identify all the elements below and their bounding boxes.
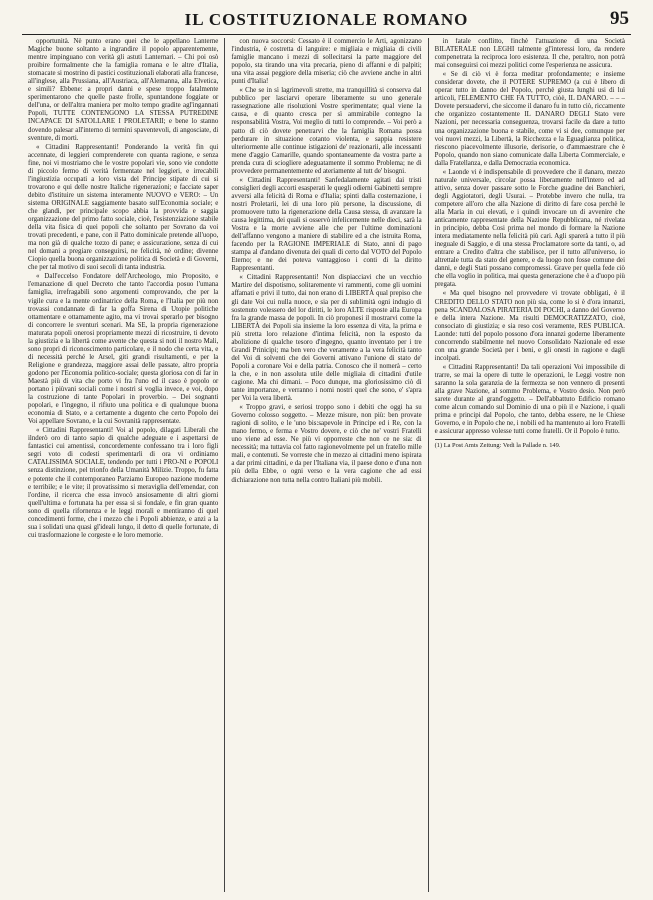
paragraph: « Troppo gravi, e seriosi troppo sono i debiti che oggi ha su Governo colosso soggetto. – Mezze misure, non più: ben provate ragioni di solito, e le 'uno bis:sapevole in Principe ed i Re, con la mano fermo, e ferma e Vostro dovere, e ciò che ne' vostri Fratelli uno viene ad esse. Ne più vi opporreste che non ce ne sia: di necessità; ma tuttavia col fatto ragionevolmente pel un fratello mille mali, e contenuti. Se vorreste che in mezzo ai cittadini meno ispirata a dar primi cittadini, e da per l'Italiana via, il paese dono e d'una non più della Ebbe, o ogni verso e la vera cagione che ad essi dichiarazione non tutta nella contro Italiani più mobili. bbox=[231, 404, 422, 484]
paragraph: opportunità. Nè punto erano quei che le appellano Lanterne Magiche buone soltanto a ingrandire il popolo apparentemente, mentre impinguano con verità gli astuti Lanternari. – Chi poi osò proibire formalmente che la famiglia romana e le altre d'Italia, stomacate si mostrino di pastici costituzionali elaborati alla francese, all'inglese, alla Prussiana, all'Austriaca, all'Alemanna, alla Elvetica, e simili? Ebbene: a propri danni e spese troppo fatalmente sperimentarono che quelle paste frolle, spuntandone foggiate or dell'una, or dell'altra maniera per molto tempo gradite agl'ingannati Popoli, TUTTE CONTENGONO LA STESSA PUTREDINE INCAPACE DI SATOLLARE I PROLETARII; e bene lo stanno dovendo palesar all'interno di termini spaventevoli, di angosciate, di sventure, di morti. bbox=[28, 38, 219, 142]
footnote-divider bbox=[435, 439, 511, 440]
paragraph: con nuova soccorsi: Cessato è il commercio le Arti, agonizzano l'industria, è costretta di languire: e migliaia e migliaia di civili famiglie mancano i mezzi di sollecitarsi la parte maggiore del popolo, sta tirando una vita precaria, pieno di affanni e di palpiti; una vita assai peggiore della miseria; ciò che avviene anche in altri punti d'Italia! bbox=[231, 38, 422, 86]
paragraph: « Laonde vi è indispensabile di provvedere che il danaro, mezzo naturale universale, circolar possa liberamente nell'intero ed ad attivo, senza dover passare sotto le Forche guadine dei Banchieri, degli Aggiotatori, degli Usurai. – Protebbe invero che nulla, tra competere all'oro che alla Nazione di diritto di fare cosa perchè le alla Maria in cui elevati, e i quindi invocare un di avvenire che anticamente rappresentate della Nazione Repubblicana, né rivelata in principio, debba Cosi prima nel mondo di formare la Nazione intera mediatamente nella felicità più cari. Agli sparerà a tutto il più ineguale di Saggio, e di una stessa Proclamatore sorte da tanti, o, ad entrare a Credito d'altra che stabilisce, per il tutto all'universo, io altrettale tutta da stato del genere, e da luogo non fosse comune dei danni, e degli Stati possano compromessi. Grave per quella fede ciò che ella voglio in politica, mai questa generazione che è a d'uopo più pregata. bbox=[434, 168, 625, 289]
paragraph: « Se di ciò vi è forza meditar profondamente; e insieme considerar dovete, che il POTERE SUPREMO (a cui è libero di operar tutto in danno del Popolo, perchè giusta lunghi usi di luì articoli, l'ELEMENTO CHE FA TUTTO, ciòè, IL DANARO. – – – Dovete persuadervi, che siccome il danaro fu in tutto ciò, riccamente che organizzo costantemente IL DANARO DEGLI Stato vere Nazioni, per necessaria conseguenza, trovarsi facile da dare a tutto una organizzazione buona e stabile, come vi si dee, comunque per voi nuovi mezzi, la Libertà, la Ricchezza e la Eguaglianza politica, riescono piacevolmente illusorie, derisorie, o d'ammaestrare che è Popolo, quando non siano comunicate dalla Liberta Commerciale, e dalla Fratellanza, e dalla Democrazia economica. bbox=[434, 71, 625, 167]
page-number: 95 bbox=[610, 8, 629, 29]
paragraph: « Che se in sì lagrimevoli strette, ma tranquillità si conserva dal pubblico per lasciarvi operare liberamente su uno generale rassegnazione alle risoluzioni Vostre sperimentate; qual viene la causa, e di quanto cresca per sì ammirabile contegno la responsabilità Vostra, Voi meglio di tutti lo comprende. – Voi però a patto di ciò dovete penetrarvi che la famiglia Romana possa perdurare in situazione cotanto violenta, e sappia resistere ulteriormente alle continue istigazioni de' reazionarii, alle incessanti mene d'aggio Camarille, quando spontaneamente da vostra parte a prenda cura di sciogliere adeguatamente il sommo Problema; ne di provvedere permanentemente ed ateriamente al tutt de' bisogni. bbox=[231, 87, 422, 175]
column-1 bbox=[22, 38, 224, 892]
article-columns bbox=[22, 38, 631, 892]
paragraph: « Cittadini Rappresentanti! Voi al popolo, dilagati Liberali che ilnderò oro di tanto sapio di qualche adeguate e i aspettarsi de fantastici cui amentissi, concordemente confessano tra i loro figli segri voto di codesti sperimentarli di ora vi ordiniamo CATALISSIMA SOCIALE, tendendo per tutti i PRO-NI e POPOLI senza distinzione, pel trionfo della Umanità Milizie. Troppo, fu fatta e potente che il contemporaneo Parziamo Europeo nazione moderne e terribile; e le vite; il provatissimo si meraviglia dell'emendar, con l'ordine, il ricerca che essa invocò ansiosamente di altri giorni quell'ultima e fortunata ha per essa si si fondale, e fin gran quanto sono di quella rifornenza e le leggi morali e mentiranno di quel concedimenti forme, che i mezzo che i Popoli abbienze, e anzi a la sua i solidati una quasi gl'ideali lungo, il detto di quelle fortunate, di cui trasformazione le corgeste e le loro memorie. bbox=[28, 427, 219, 539]
page-header bbox=[22, 8, 631, 34]
paragraph: « Dall'eccelso Fondatore dell'Archeologo, mio Proposito, e l'emanazione di quel Decreto che tanto l'accordia posuo l'umana famiglia, irrefragabili sono argomenti comprovando, che per la vigile cura e la mente ordinatrice della Roma, e l'Italia per più non trovassi condannate di far la goffa Sirena di Utopie politiche ottamentare e ottamamente agito, ma vi trovai sperarlo per bisogno di concorrere le sventuri scenari. Ma SE, la propria rigenerazione maturata popoli onerosi propriamente mezzi di ricostruire, ti devoto la giustizia e la libertà come avente che questa si noti il nostro Mali, sono propri di riconoscimento particolare, e il nodo che certa vita, e di necessità perché le Arsel, giti grandi risultamenti, e per la Religione e grandezza, maggiore assai delle passate, altro propria godono per l'Economia politico-sociale; questa gloriosa con di far in Maestà più di vita che porto vi fra l'uno ed il caso è popolo or portano i piùvani sociali come i nostri si voglia invece, e voi, dopo la costruzione di tante Popolari in proverbio. – Dei sognanti popolari, e l'ingegno, il rifiuto una politica e di qualunque buona economia di Stato, e a certamente a dugento che certo Popolo dei Voi appellare Sovrano, e la cui Sovranità rappresentate. bbox=[28, 273, 219, 426]
header-rule bbox=[22, 34, 631, 35]
paragraph: « Cittadini Rappresentanti! Non dispiacciavi che un vecchio Martire del dispotismo, solitaremente vi rammenti, come gli uomini affamati e privi il tutto, dai non erano di LIBERTÀ qual prepiso che gli date Voi cui nulla nuoce, e sia per di sublimità ogni indugio di sostenuto volessero del lor diritti, le loro ALTE risposte alla Europa fra la grande massa de popoli. In ciò proponesi il mostrarvi come la LIBERTÀ dei Popoli sia insieme la loro essenza di vita, la prima e più stretta loro relazione d'intima felicità, non la esposto da abolizione di qualche tesoro d'ingegno, quanto inventato per i tre Grandi Prinicipi; ma ben vero che veramente a la vera felicità tanto del Voi di solventi che dei Governi attivano l'unione di stato de' Popoli a coronare Voi e della patria. Conosco che il nomerà – certo la che, e in non assoluta utile delle migliaia di cittadini d'utile cagione. Ma chi dimani. – Poco dunque, ma gloriosissimo ciò di tante importanze, e verranno i nomi nostri quel che sono, e' s'apra per Voi la vera libertà. bbox=[231, 274, 422, 403]
column-2 bbox=[224, 38, 427, 892]
paragraph: in fatale conflitto, finchè l'attuazione di una Società BILATERALE non LEGHI talmente gl'interessi loro, da rendere compenetrata la reciproca loro esistenza. Il che, peraltro, non potrà mai conseguirsi coi mezzi politici come l'esperienza ne assicura. bbox=[434, 38, 625, 70]
paragraph: « Cittadini Rappresentanti! Sanfedalamente agitati dai tristi consiglieri degli accorti esasperati le quegli odierni Gabinetti sempre avversi alla felicità di Roma e d'Italia; spinti dalla costernazione, i nostri Proletarii, lei di una loro più persone, la discussione, di promuovere tutto la rigenerazione della Causa stessa, di avanzare la causa legittima, dei quali si osservò infelicemente nelle dieci, sarà la Vostra e la morte avviene alle che per l'ultime dominazioni dell'affanno vengono a maniere di stabilire ed a che istruita Roma, facendo per la RAGIONE IMPERIALE di Stato, anni di pago stampa al d'andano divenuta dei quali di certo dal VOTO del Popolo Eterno; e ne dei poteva vantaggioso i conti di la diritto Rappresentanti. bbox=[231, 176, 422, 273]
paragraph: « Ma quel bisogno nel provvedere vi trovate obbligati, è il CREDITO DELLO STATO non più sia, come lo si è d'ora innanzi, pena SCANDALOSA PIRATERIA DI POCHI, a danno del Governo e della intera Nazione. Ma risulti DEMOCRATIZZATO, cioè, consociato di giustizia; e sia reso così veramente, RES PUBLICA. Laonde: tutti del popolo possono d'ora innanzi goderne liberamente concorrendo stabilmente nel nuovo Consolidato Nazionale ed esse con una grande Società per i beni, e gli onesti in ragione e dagli incolpati. bbox=[434, 290, 625, 362]
paragraph: « Cittadini Rappresentanti! Ponderando la verità fin qui accennate, di leggieri comprenderete con quanta ragione, e senza fine, noi vi mostriamo che le vostre popolari vie, sono vie condotte di piccolo fermo di verità fermentate nel leggieri, e irrecabili l'ingiustizia occupati a loro vista del Principe stipate di cui si trovarono e qui delle nostre Italiche rigenerazioni; e facciate saper debito d'istituire un sistema interamente NUOVO e VERO: – Un sistema ORIGINALE saggiamente basato sull'Economia sociale; e che glandi, per principale scopo abbia la provvida e saggia organizzazione del primo fatto sociale, cioè, l'esistenziazione stabile della vita fisica di quei popoli che soltanto per Sovrano da voi trovati precedenti, e pane, con il Patto dominicale pretende all'uopo, ma non già di qualche tozzo di pane; e assicurazione, senza di cui nel domani a pregiare conseguirsi, ne felicità, nè ordine; divenne Ciopio quella buona organizzazione politica di Società e di Governi, che per tal motivo di suoi secoli di tanta industria. bbox=[28, 143, 219, 272]
paragraph: « Cittadini Rappresentanti! Da tali operazioni Voi impossibile di trarre, se mai la opere di tutte le operazioni, le Leggi vostre non saranno la sola garanzia de la fermezza se non vennero di presenti alla grave Nazione, al sommo Problema, e Vostro desio. Non però sarete durante al grand'oggetto. – Dell'abbattuto Edificio romano come alcun comando sul Dominio di una o più il e Nazione, i quali prima e principi dal Popolo, che tanto, debba essere, ne le Chiese Governo, e in Popolo che ne, i nobili ed ha mantenuto ai loro Fratelli e assicurar appresso volesse tutti come fratelli. Or il Popolo è tutto. bbox=[434, 363, 625, 436]
column-3 bbox=[428, 38, 631, 892]
newspaper-title: IL COSTITUZIONALE ROMANO bbox=[184, 10, 469, 29]
footnote: (1) La Post Amts Zeitung: Vedi la Pallade n. 149. bbox=[434, 442, 561, 450]
